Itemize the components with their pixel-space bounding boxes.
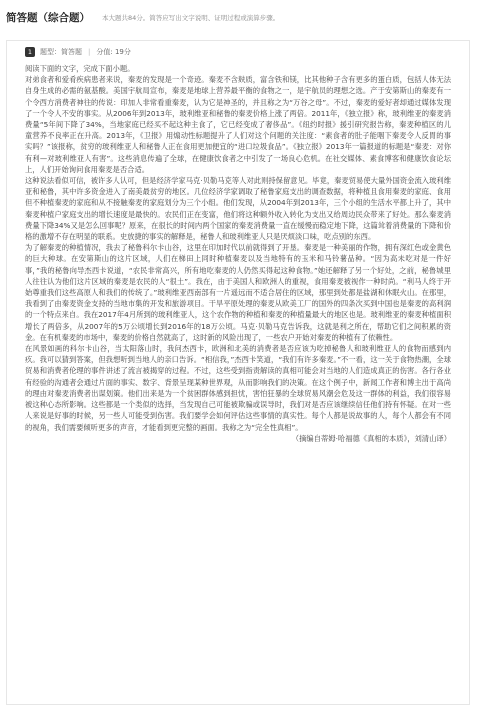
paragraph: 为了解秦麦的种植情况，我去了秘鲁科尔卡山谷，这里在印加时代以前就得到了开垦。秦麦是一种美丽的作物，拥有深红色或金黄色的巨大种球。在安第斯山的这片区域，人们在梯田上同时种植秦麦以及当地特有的玉米和马铃薯品种。“因为高未吃对是一件好事，”我的秘鲁向导杰西卡说道，“农民非常高兴，所有地吃秦麦的人仍然买得起这种食物。”她还解释了另一个好处，之前，秘鲁城里人往往认为他们这片区域的秦麦是农民的人“很土”。我在，由于美国人和欧洲人的重视，食用秦麦被视作一种时尚。“利马人终于开始尊重我们这些高原人和我们的传统了。”玻利维亚西南部有一片遥远而不适合居住的区域，那里到处都是盐湖和休眠火山。在那里，我看到了由秦麦资金支持的当地市集的开发和旅游项目。干旱平原处理的秦麦从欧美工厂的国外的四条次买到中国也是秦麦的高利润的一个特点来自。我在2017年4月所到的玻利维亚人，这个农作物的种植和秦麦的种植量最大的地区也是。玻利维亚的秦麦种植面积增长了两倍多，从2007年的5万公顷增长到2016年的18万公顷。马克·贝勒马克告诉我，这就是利之所在，帮助它们之间积累的资金。在有机秦麦的市场中，秦麦的价格自然就高了，这时新的风险出现了，一些农户开始对秦麦的种植有了依赖性。 — [25, 243, 451, 342]
section-header — [0, 0, 479, 34]
instruction: 阅读下面的文字，完成下面小题。 — [25, 64, 135, 73]
question-meta — [7, 41, 469, 63]
paragraph: 对弟食者和爱肴疾病患者来说，秦麦的发现是一个奇迹。秦麦不含麸质，富含铁和镁，比其他种子含有更多的蛋白质，包括人体无法自身生成的必需的氨基酸。美国宇航局宣布，秦麦是地球上营养最平衡的食物之一，是宇航员的理想之选。产于安第斯山的秦麦有一个令西方消费者神往的传说：印加人非常看重秦麦，认为它是神圣的，并且称之为“万谷之母”。不过，秦麦的爱好者却通过媒体发现了一个令人不安的事实。从2006年到2013年，玻利维亚和秘鲁的秦麦价格上涨了两倍。2011年，《独立报》称，玻利维亚的秦麦消费量“5年间下降了34%，当地家庭已经买不起这种主食了，它已经变成了奢侈品”。《纽约时报》援引研究报告称，秦麦种植区的儿童营养不良率正在升高。2013年，《卫报》用煽动性标题提升了人们对这个问题的关注度：“素食者的肚子能咽下秦麦令人反胃的事实吗？”该报称，贫穷的玻利维亚人和秘鲁人正在食用更加便宜的“进口垃圾食品”。《独立报》2013年一篇报道的标题是“秦麦：对你有利—对玻利维亚人有害”。这些消息传遍了全球，在健康饮食者之中引发了一场良心危机。在社交媒体、素食博客和健康饮食论坛上，人们开始询问食用秦麦是否合适。 — [25, 75, 451, 174]
question-card — [6, 40, 470, 705]
paragraph: 这种说法看似可信，被许多人认可，但是经济学家马克·贝勒马克等人对此则持保留意见。毕竟，秦麦贸易使大量外国资金流入玻利维亚和秘鲁，其中许多资金进入了南美最贫穷的地区。几位经济学家调取了秘鲁家庭支出的调查数据，将种植且食用秦麦的家庭、食用但不种植秦麦的家庭和从不接触秦麦的家庭划分为三个小组。他们发现，从2004年到2013年，三个小组的生活水平都上升了，其中秦麦种植户家庭支出的增长速度是最快的。农民们正在变富，他们将这种额外收入转化为支出又给周边民众带来了好处。那么秦麦消费量下降34%又是怎么回事呢？原来，在很长的时间内两个国家的秦麦消费量一直在缓慢而稳定地下降，这篇耸着消费量的下降和价格的激增不存在明显的联系。史放捷的事实的解释是，秘鲁人和玻利维亚人只是厌烦淡口味，吃点别的东西。 — [25, 176, 451, 242]
meta-divider: | — [88, 48, 91, 56]
question-content — [7, 63, 469, 444]
question-score: 分值: 19分 — [96, 48, 131, 56]
question-type: 题型：简答题 — [40, 48, 82, 56]
paragraph: 在风景如画的科尔卡山谷，当太阳落山时，我问杰西卡，欧洲和北美的消费者是否应该为吃掉秘鲁人和玻利维亚人的食物而感到内疚。我可以猜到答案，但我想听到当地人的亲口告诉。“相信我，”杰西卡笑道，“我们有许多秦麦。”不一看，这一关于食物热潮，全球贸易和消费者伦理的事件讲述了流言被揭穿的过程。不过，这些受到指责解读的真相可能会对当地的人们造成真正的伤害。各行各业有经验的沟通者会通过片面的事实、数字、背景呈现某种世界观，从而影响我们的决策。在这个例子中，新闻工作者和博主出于高尚的理由对秦麦消费者出谋划策。他们出来是为一个贫困群体感到担忧，害怕狂暴的全球贸易风潮会危及这一群体的利益，我们很容易被这种心态所影响。这些都是一个类似的选择，当发现自己可能被欺骗或误导时，我们对是否应该继续信任他们持有怀疑。在对一些人来说是好事的时候，另一些人可能受到伤害。我们要学会如何评估这些事情的真实性。每个人都是说故事的人，每个人都会有不同的视角，我们需要倾听更多的声音，才能看到更完整的画面。我称之为“完全性真相”。 — [25, 344, 451, 432]
section-title: 简答题（综合题） — [6, 11, 90, 24]
question-number: 1 — [25, 47, 35, 57]
section-description: 本大题共84分。简答应写出文字说明、证明过程或演算步骤。 — [102, 13, 280, 22]
source-citation: （摘编自蒂姆·哈福德《真相的本质》，刘清山译） — [291, 433, 451, 443]
